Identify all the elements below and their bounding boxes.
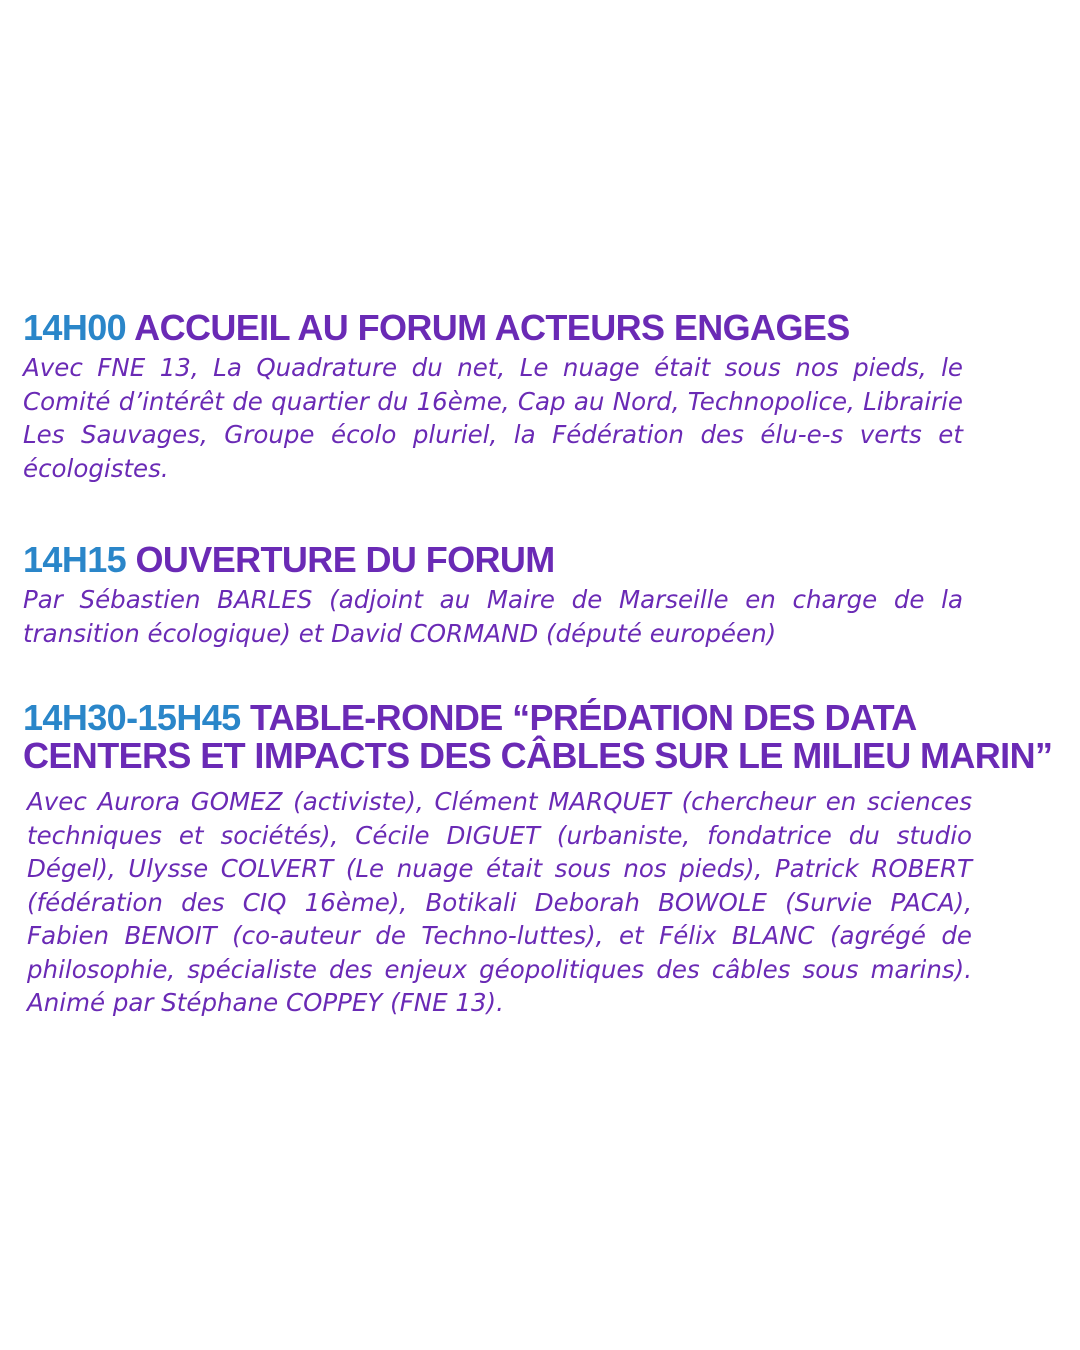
session-time: 14H30-15H45 [23, 697, 241, 738]
session-title: TABLE-RONDE “PRÉDATION DES DATA CENTERS ET IMPACTS DES CÂBLES SUR LE MILIEU MARIN” [23, 697, 1053, 776]
session-time: 14H15 [23, 539, 127, 580]
session-heading [23, 541, 1053, 579]
session-round-table [23, 699, 1053, 1020]
session-description: Par Sébastien BARLES (adjoint au Maire de Marseille en charge de la transition écologique) et David CORMAND (député européen) [23, 585, 963, 648]
session-time: 14H00 [23, 307, 127, 348]
session-description: Avec FNE 13, La Quadrature du net, Le nuage était sous nos pieds, le Comité d’intérêt de quartier du 16ème, Cap au Nord, Technopolice, Librairie Les Sauvages, Groupe écolo pluriel, la Fédération des élu-e-s verts et écologistes. [23, 353, 963, 483]
program-schedule [23, 307, 1053, 1017]
session-title: ACCUEIL AU FORUM ACTEURS ENGAGES [134, 307, 850, 348]
session-title: OUVERTURE DU FORUM [135, 539, 555, 580]
session-opening [23, 541, 1053, 650]
session-welcome [23, 309, 1053, 485]
session-heading [23, 309, 1053, 347]
session-heading [23, 699, 1053, 775]
session-description: Avec Aurora GOMEZ (activiste), Clément MARQUET (chercheur en sciences techniques et sociétés), Cécile DIGUET (urbaniste, fondatrice du studio Dégel), Ulysse COLVERT (Le nuage était sous nos pieds), Patrick ROBERT (fédération des CIQ 16ème), Botikali Deborah BOWOLE (Survie PACA), Fabien BENOIT (co-auteur de Techno-luttes), et Félix BLANC (agrégé de philosophie, spécialiste des enjeux géopolitiques des câbles sous marins). Animé par Stéphane COPPEY (FNE 13). [27, 787, 972, 1017]
